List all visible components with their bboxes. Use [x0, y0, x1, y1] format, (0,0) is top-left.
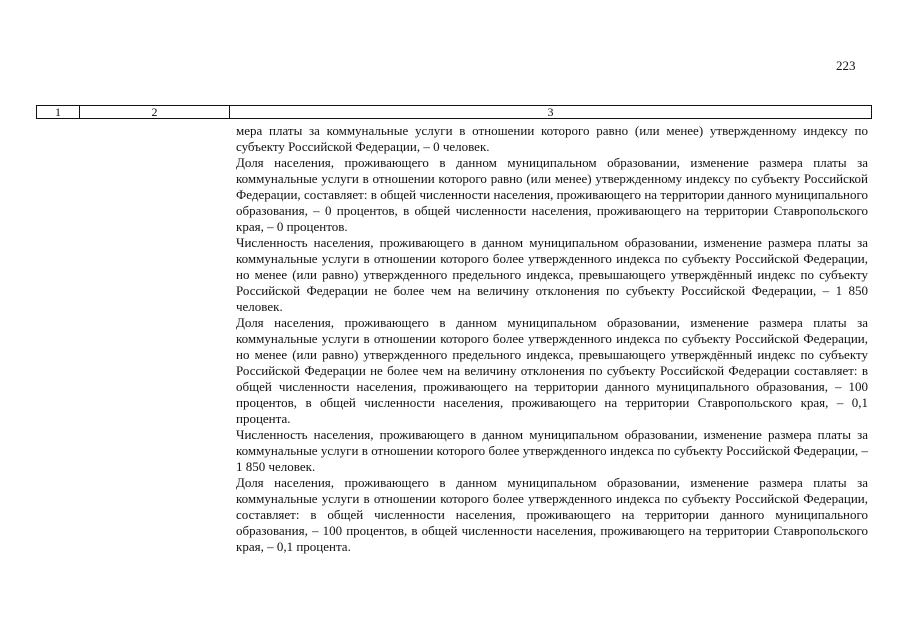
- paragraph: мера платы за коммунальные услуги в отношении которого равно (или менее) утвержденному индексу по субъекту Российской Федерации, – 0 человек.: [236, 123, 868, 154]
- paragraph: Доля населения, проживающего в данном муниципальном образовании, изменение размера платы за коммунальные услуги в отношении которого более утвержденного индекса по субъекту Российской Федерации, но менее (или равно) утвержденного предельного индекса, превышающего утверждённый индекс по субъекту Российской Федерации не более чем на величину отклонения по субъекту Российской Федерации составляет: в общей численности населения, проживающего на территории данного муниципального образования, – 100 процентов, в общей численности населения, проживающего на территории Ставропольского края, – 0,1 процента.: [236, 315, 868, 426]
- table-header-col-3: 3: [547, 105, 554, 119]
- paragraph: Численность населения, проживающего в данном муниципальном образовании, изменение размера платы за коммунальные услуги в отношении которого более утвержденного индекса по субъекту Российской Федерации, – 1 850 человек.: [236, 427, 868, 474]
- paragraph: Доля населения, проживающего в данном муниципальном образовании, изменение размера платы за коммунальные услуги в отношении которого равно (или менее) утвержденному индексу по субъекту Российской Федерации, составляет: в общей численности населения, проживающего на территории данного муниципального образования, – 0 процентов, в общей численности населения, проживающего на территории Ставропольского края, – 0 процентов.: [236, 155, 868, 234]
- page-number: 223: [836, 58, 856, 73]
- table-header-col-2: 2: [80, 106, 230, 118]
- document-body: [236, 123, 868, 555]
- paragraph: Численность населения, проживающего в данном муниципальном образовании, изменение размера платы за коммунальные услуги в отношении которого более утвержденного индекса по субъекту Российской Федерации, но менее (или равно) утвержденного предельного индекса, превышающего утверждённый индекс по субъекту Российской Федерации не более чем на величину отклонения по субъекту Российской Федерации, – 1 850 человек.: [236, 235, 868, 314]
- table-header-col-1: 1: [37, 106, 80, 118]
- paragraph: Доля населения, проживающего в данном муниципальном образовании, изменение размера платы за коммунальные услуги в отношении которого более утвержденного индекса по субъекту Российской Федерации, составляет: в общей численности населения, проживающего на территории данного муниципального образования, – 100 процентов, в общей численности населения, проживающего на территории Ставропольского края, – 0,1 процента.: [236, 475, 868, 554]
- table-header-row: [36, 105, 872, 119]
